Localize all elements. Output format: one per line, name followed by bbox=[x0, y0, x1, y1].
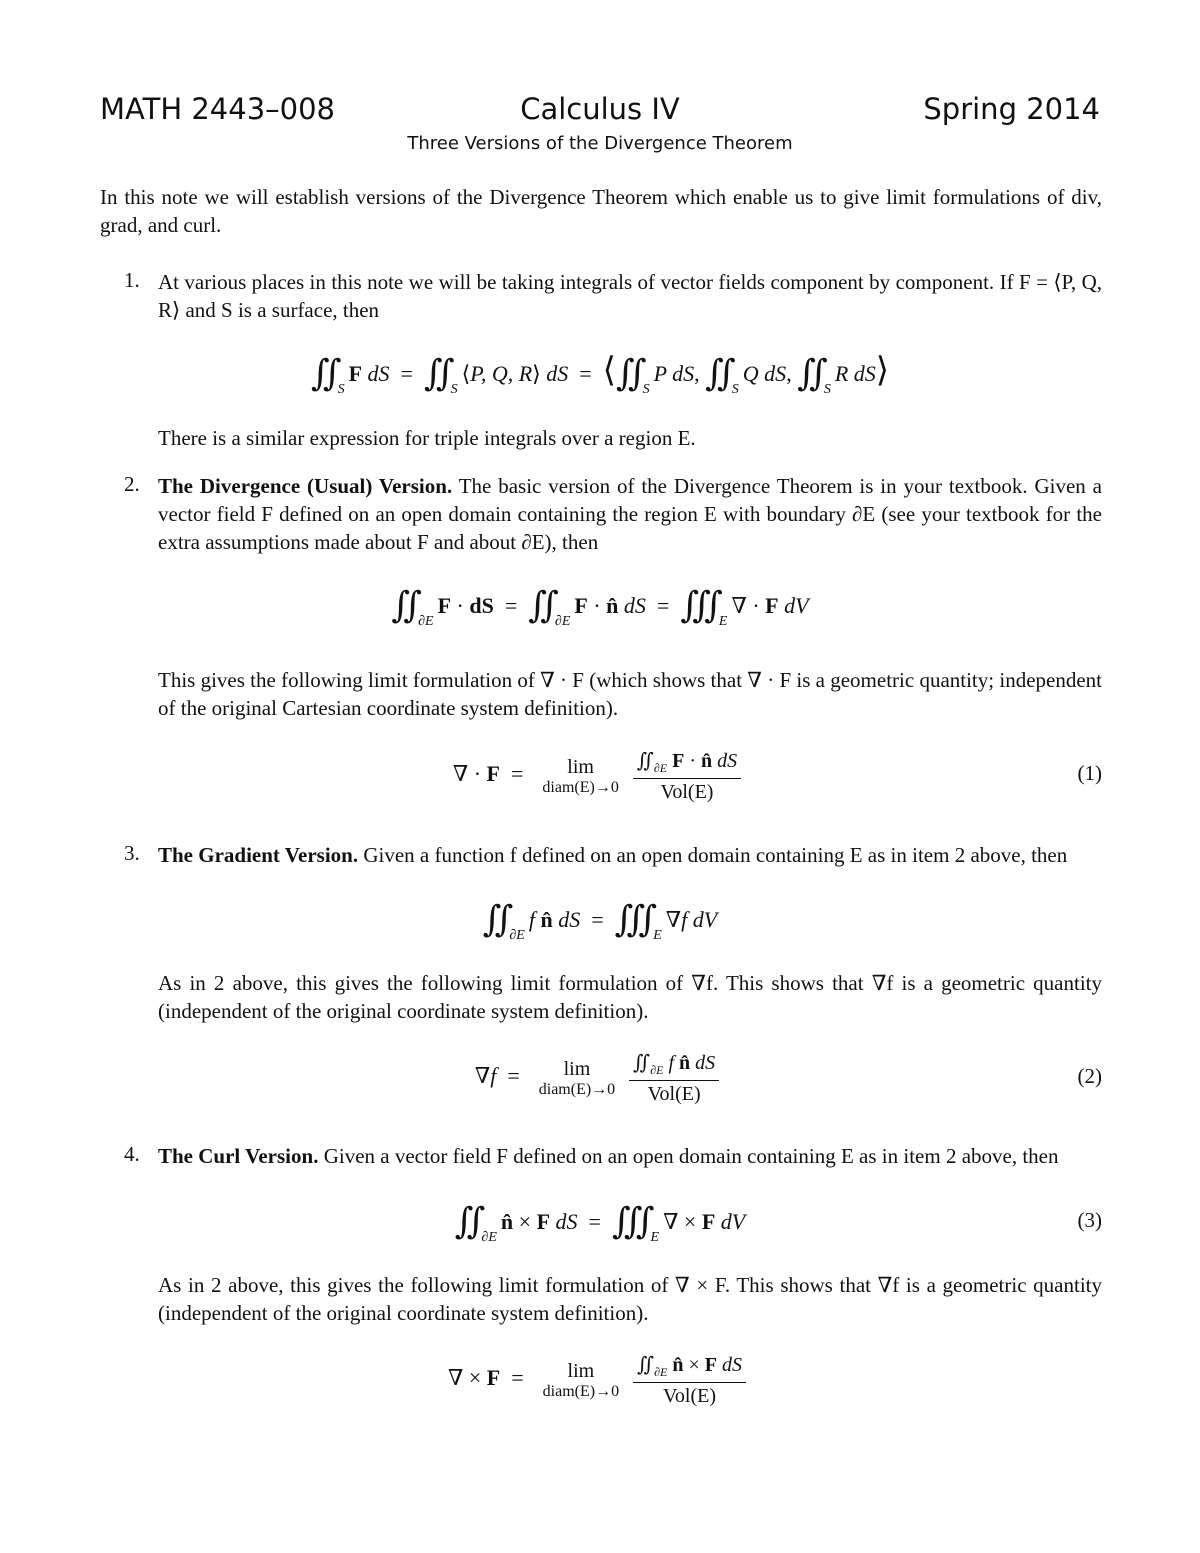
lim-label: lim bbox=[567, 1359, 595, 1382]
vol-label: Vol(E) bbox=[663, 1385, 717, 1407]
item-3-heading: The Gradient Version. bbox=[158, 843, 359, 867]
item-4-equation: ∬ $_{\partial E}$n̂ × F dS = ∭ $_E$∇ × F dV bbox=[454, 1201, 746, 1245]
item-4-number: 4. bbox=[124, 1142, 140, 1166]
equation-3-label: (3) bbox=[1077, 1208, 1102, 1232]
term: Spring 2014 bbox=[923, 92, 1100, 126]
item-4-after: As in 2 above, this gives the following limit formulation of ∇ × F. This shows that ∇f is a geometric quantity (independent of the original coordinate system definition). bbox=[158, 1273, 1102, 1325]
equation-1-label: (1) bbox=[1077, 761, 1102, 785]
equation-2: ∇f = lim diam(E)→0 $\frac{∬_{\partial E} f n̂ dS}{\text{Vol(E)}}$ bbox=[0, 1050, 1200, 1106]
item-2-paragraph bbox=[158, 472, 1102, 556]
equation-1: ∇ · F = lim diam(E)→0 $\frac{∬_{\partial E} F \cdot n̂ dS}{\text{Vol(E)}}$ bbox=[0, 748, 1200, 804]
item-2-heading: The Divergence (Usual) Version. bbox=[158, 474, 453, 498]
vol-label: Vol(E) bbox=[647, 1083, 701, 1105]
curl-limit-equation: ∇ × F = lim diam(E)→0 $\frac{∬_{\partial E} n̂ \times F dS}{\text{Vol(E)}}$ bbox=[0, 1352, 1200, 1408]
equation-2-label: (2) bbox=[1077, 1064, 1102, 1088]
item-3-paragraph bbox=[158, 841, 1102, 869]
item-3-number: 3. bbox=[124, 841, 140, 865]
item-2-number: 2. bbox=[124, 472, 140, 496]
item-4-paragraph bbox=[158, 1142, 1102, 1170]
item-3-after: As in 2 above, this gives the following limit formulation of ∇f. This shows that ∇f is a geometric quantity (independent of the original coordinate system definition). bbox=[158, 971, 1102, 1023]
item-2-text: The basic version of the Divergence Theorem is in your textbook. Given a vector field F defined on an open domain containing the region E with boundary ∂E (see your textbook for the extra assumptions made about F and about ∂E), then bbox=[158, 474, 1102, 554]
lim-subscript: diam(E)→0 bbox=[542, 778, 619, 796]
item-2-after: This gives the following limit formulation of ∇ · F (which shows that ∇ · F is a geometric quantity; independent of the original Cartesian coordinate system definition). bbox=[158, 668, 1102, 720]
item-3-equation: ∬ $_{\partial E}$f n̂ dS = ∭ $_E$∇f dV bbox=[482, 899, 718, 943]
lim-subscript: diam(E)→0 bbox=[542, 1382, 620, 1400]
item-1-number: 1. bbox=[124, 268, 140, 292]
course-title: Calculus IV bbox=[520, 92, 680, 126]
item-1-text: At various places in this note we will be taking integrals of vector fields component by component. If F = ⟨P, Q, R⟩ and S is a surface, then bbox=[158, 270, 1102, 322]
lim-label: lim bbox=[567, 755, 594, 778]
intro-paragraph: In this note we will establish versions of the Divergence Theorem which enable us to give limit formulations of div, grad, and curl. bbox=[100, 185, 1102, 237]
item-1-after: There is a similar expression for triple integrals over a region E. bbox=[158, 426, 696, 450]
page-subtitle: Three Versions of the Divergence Theorem bbox=[407, 133, 793, 154]
item-4-text: Given a vector field F defined on an open domain containing E as in item 2 above, then bbox=[323, 1144, 1059, 1168]
lim-subscript: diam(E)→0 bbox=[538, 1080, 616, 1098]
lim-label: lim bbox=[563, 1057, 591, 1080]
course-number: MATH 2443–008 bbox=[100, 92, 336, 126]
item-4-heading: The Curl Version. bbox=[158, 1144, 319, 1168]
item-2-equation: ∬ $_{\partial E}$F · dS = ∬ $_{\partial E}$F · n̂ dS = ∭ $_E$∇ · F dV bbox=[391, 585, 809, 629]
item-1-equation: ∬ $_S$F dS = ∬ $_S$⟨P, Q, R⟩ dS = ⟨∬ $_S$P dS, ∬ $_S$Q dS, ∬ $_S$R dS⟩ bbox=[310, 352, 890, 397]
vol-label: Vol(E) bbox=[660, 781, 714, 803]
item-3-text: Given a function f defined on an open domain containing E as in item 2 above, then bbox=[363, 843, 1068, 867]
